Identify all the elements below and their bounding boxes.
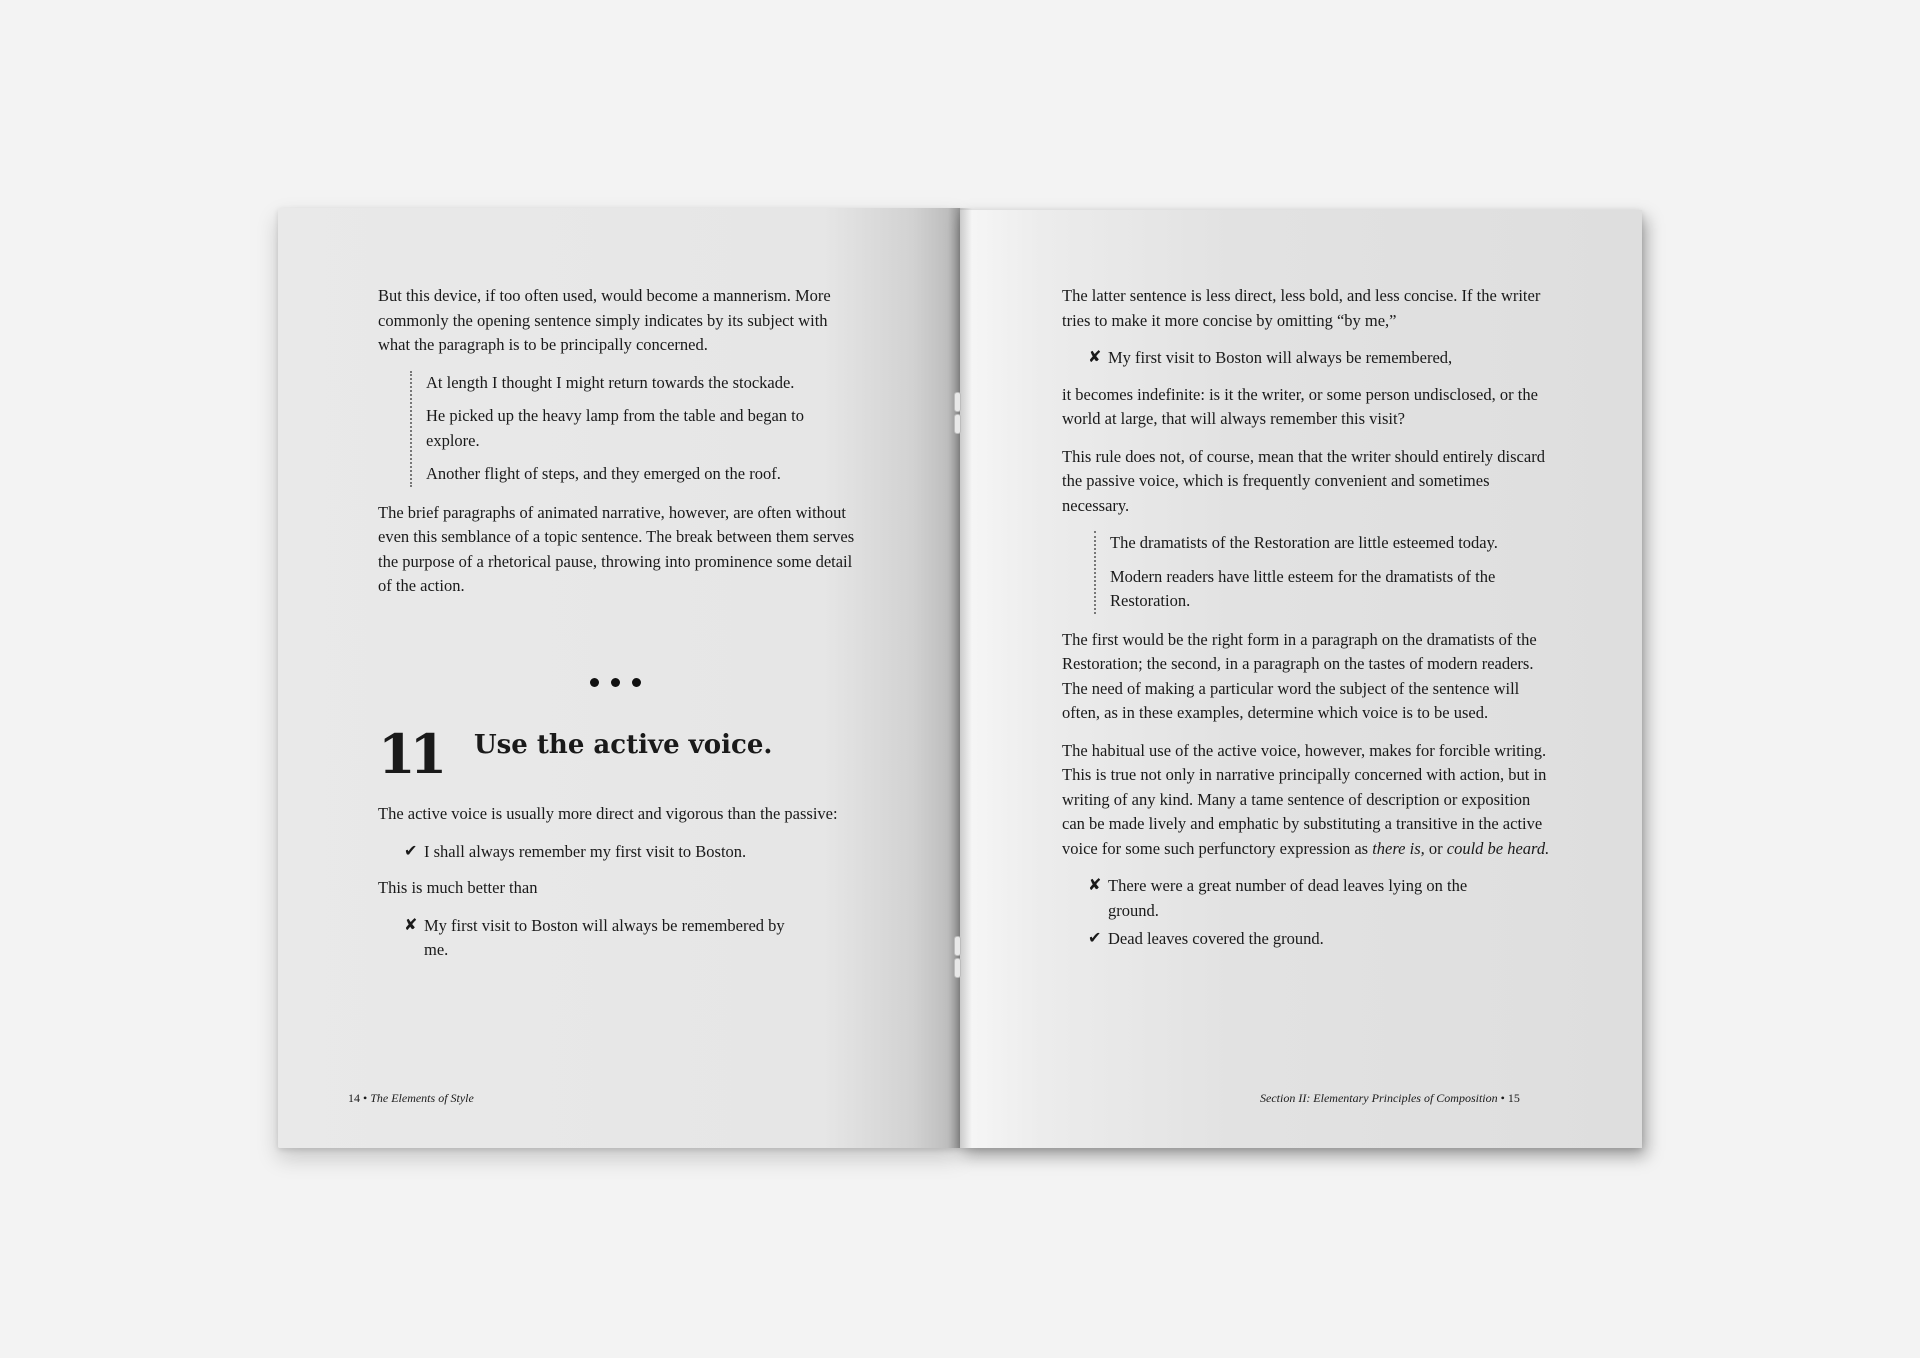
good-example [1062, 927, 1550, 952]
divider-dot [611, 678, 620, 687]
emphasis: there is, [1372, 838, 1425, 858]
staple-bottom [954, 936, 961, 956]
section-title: Use the active voice. [474, 730, 773, 760]
checkmark-icon: ✔ [1088, 930, 1102, 947]
left-page-body-bottom [378, 802, 848, 975]
staple-bottom-lower [954, 958, 961, 978]
example-sentence: Modern readers have little esteem for the dramatists of the Restoration. [1110, 566, 1496, 610]
paragraph-text: The habitual use of the active voice, however, makes for forcible writing. This is true not only in narrative principally concerned with action, but in writing of any kind. Many a tame sentence of description or exposition can be made lively and emphatic by substituting a transitive in the active voice for some such perfunctory expression as [1062, 740, 1547, 858]
section-divider-dots [590, 674, 653, 692]
topic-sentence-examples [410, 371, 858, 487]
divider-dot [590, 678, 599, 687]
restoration-examples [1094, 531, 1510, 614]
section-number: 11 [378, 722, 442, 786]
divider-dot [632, 678, 641, 687]
footer-separator: • [1500, 1091, 1505, 1105]
good-example [378, 840, 848, 865]
checkmark-icon: ✔ [404, 842, 418, 860]
bad-example [378, 914, 804, 963]
cross-icon: ✘ [1088, 349, 1102, 366]
cross-icon: ✘ [404, 916, 418, 934]
bad-example-text: My first visit to Boston will always be remembered, [1108, 348, 1453, 367]
example-sentence: At length I thought I might return towards the stockade. [426, 372, 795, 392]
paragraph-text: or [1428, 838, 1443, 858]
comparison-line: This is much better than [378, 878, 538, 897]
cross-icon: ✘ [1088, 877, 1102, 894]
paragraph: This rule does not, of course, mean that the writer should entirely discard the passive voice, which is frequently convenient and sometimes necessary. [1062, 446, 1545, 515]
left-footer [348, 1091, 474, 1106]
active-voice-intro: The active voice is usually more direct and vigorous than the passive: [378, 804, 838, 823]
right-page-body [1062, 284, 1550, 964]
staple-top [954, 392, 961, 412]
bad-example-text: There were a great number of dead leaves lying on the ground. [1108, 876, 1468, 920]
left-page-body-top [378, 284, 858, 612]
example-sentence: Another flight of steps, and they emerged on the roof. [426, 464, 781, 483]
paragraph: The first would be the right form in a paragraph on the dramatists of the Restoration; the second, in a paragraph on the tastes of modern readers. The need of making a particular word the subject of the sentence will often, as in these examples, determine which voice is to be used. [1062, 629, 1537, 722]
good-example-text: Dead leaves covered the ground. [1108, 929, 1324, 948]
good-example-text: I shall always remember my first visit to Boston. [424, 841, 747, 861]
book-gutter [948, 208, 972, 1148]
narrative-paragraph: The brief paragraphs of animated narrative, however, are often without even this semblance of a topic sentence. The break between them serves the purpose of a rhetorical pause, throwing into prominence some detail of the action. [378, 502, 855, 595]
staple-top-lower [954, 414, 961, 434]
example-sentence: The dramatists of the Restoration are little esteemed today. [1110, 533, 1498, 552]
intro-paragraph: But this device, if too often used, would become a mannerism. More commonly the opening sentence simply indicates by its subject with what the paragraph is to be principally concerned. [378, 286, 831, 354]
page-number: 15 [1507, 1091, 1520, 1105]
bad-example-text: My first visit to Boston will always be remembered by me. [424, 915, 785, 959]
emphasis: could be heard. [1446, 838, 1550, 858]
bad-example [1062, 346, 1550, 371]
book-title: The Elements of Style [370, 1091, 474, 1105]
example-sentence: He picked up the heavy lamp from the table and began to explore. [426, 406, 804, 450]
section-running-title: Section II: Elementary Principles of Composition [1260, 1091, 1498, 1105]
bad-example [1062, 874, 1488, 923]
right-footer [1260, 1091, 1520, 1106]
page-number: 14 [348, 1091, 360, 1105]
paragraph [1062, 739, 1550, 862]
footer-separator: • [363, 1091, 368, 1105]
paragraph: it becomes indefinite: is it the writer, or some person undisclosed, or the world at large, that will always remember this visit? [1062, 384, 1538, 428]
paragraph: The latter sentence is less direct, less bold, and less concise. If the writer tries to make it more concise by omitting “by me,” [1062, 286, 1541, 330]
